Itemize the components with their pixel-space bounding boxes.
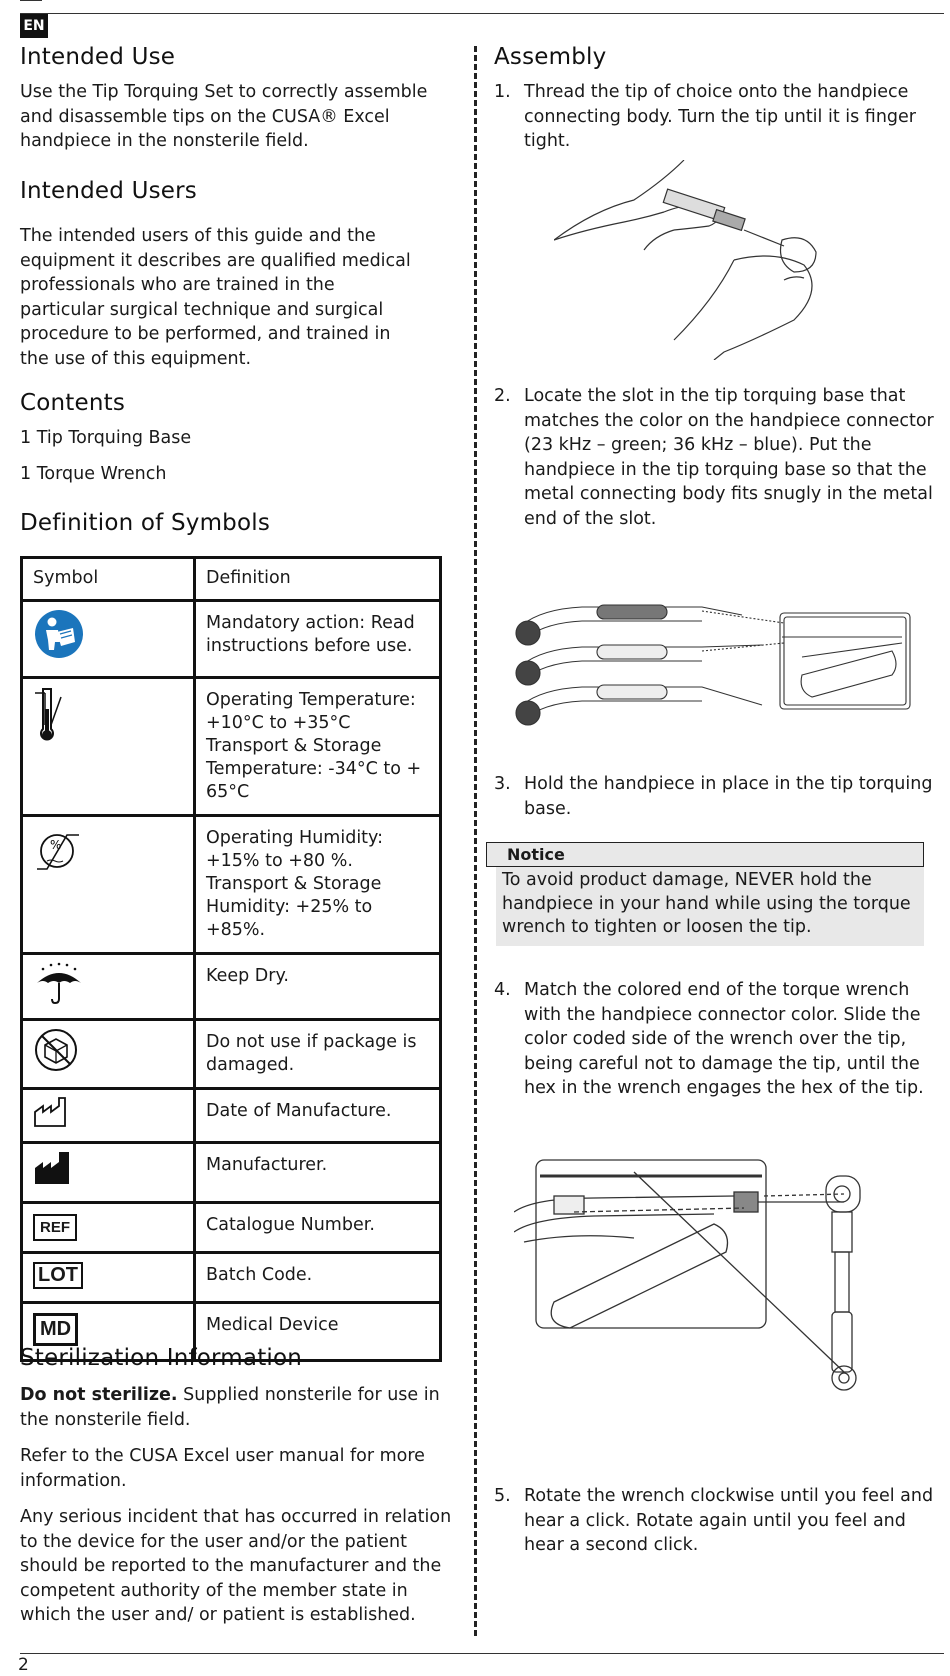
step-number: 4.	[494, 980, 511, 1000]
page-number: 2	[18, 1655, 29, 1675]
table-row	[22, 1089, 441, 1143]
definition-cell: Do not use if package is damaged.	[195, 1020, 441, 1089]
intended-use-text: Use the Tip Torquing Set to correctly assemble and disassemble tips on the CUSA® Excel handpiece in the nonsterile field.	[20, 82, 428, 151]
assembly-step	[494, 1484, 940, 1558]
contents-title: Contents	[20, 390, 126, 416]
assembly-step	[494, 384, 940, 531]
step-text: Hold the handpiece in place in the tip torquing base.	[524, 774, 933, 819]
table-row	[22, 1253, 441, 1303]
sterilization-warning: Do not sterilize.	[20, 1385, 178, 1405]
definition-column-header: Definition	[195, 558, 441, 601]
sterilization-title: Sterilization Information	[20, 1345, 303, 1371]
manufacturer-icon	[33, 1150, 73, 1186]
definition-cell: Manufacturer.	[195, 1143, 441, 1203]
sterilization-section	[20, 1345, 460, 1628]
symbol-cell	[22, 1253, 195, 1303]
table-row	[22, 1020, 441, 1089]
svg-text:%: %	[50, 838, 62, 852]
table-header-row	[22, 558, 441, 601]
step-number: 1.	[494, 82, 511, 102]
table-row	[22, 954, 441, 1020]
definition-cell: Operating Temperature: +10°C to +35°C Transport & Storage Temperature: -34°C to + 65°C	[195, 678, 441, 816]
definition-cell: Batch Code.	[195, 1253, 441, 1303]
table-row	[22, 601, 441, 678]
symbols-title: Definition of Symbols	[20, 510, 271, 536]
sterilization-text	[20, 1383, 460, 1432]
notice-box	[486, 842, 924, 946]
symbol-cell	[22, 1143, 195, 1203]
humidity-limit-icon	[33, 823, 85, 875]
intended-use-title: Intended Use	[20, 44, 176, 70]
lot-icon: LOT	[33, 1262, 83, 1289]
step-text: Match the colored end of the torque wrench with the handpiece connector color. Slide the color coded side of the wrench over the tip, being careful not to damage the tip, until the hex in the wrench engages the hex of the tip.	[524, 980, 924, 1098]
assembly-step	[494, 772, 940, 821]
definition-cell: Mandatory action: Read instructions before use.	[195, 601, 441, 678]
symbol-cell	[22, 1203, 195, 1253]
step-number: 5.	[494, 1486, 511, 1506]
definition-cell: Keep Dry.	[195, 954, 441, 1020]
step-number: 2.	[494, 386, 511, 406]
definition-cell: Date of Manufacture.	[195, 1089, 441, 1143]
column-divider	[474, 46, 477, 1636]
symbols-section	[20, 510, 460, 536]
step-text: Thread the tip of choice onto the handpiece connecting body. Turn the tip until it is finger tight.	[524, 82, 916, 151]
symbol-cell	[22, 1089, 195, 1143]
keep-dry-icon	[33, 961, 85, 1005]
contents-item: 1 Torque Wrench	[20, 463, 167, 484]
contents-item: 1 Tip Torquing Base	[20, 428, 192, 448]
footer-rule	[20, 1653, 944, 1654]
definition-cell: Catalogue Number.	[195, 1203, 441, 1253]
header-mark	[20, 0, 42, 1]
table-row	[22, 816, 441, 954]
intended-users-text: The intended users of this guide and the equipment it describes are qualified medical professionals who are trained in the particular surgical technique and surgical procedure to be performed, and trained in the use of this equipment.	[20, 226, 411, 369]
table-row	[22, 1143, 441, 1203]
read-instructions-icon	[33, 608, 85, 660]
assembly-step	[494, 978, 940, 1101]
assembly-title: Assembly	[494, 44, 607, 70]
hand-threading-tip-illustration	[554, 160, 844, 360]
date-of-manufacture-icon	[33, 1096, 69, 1128]
notice-title: Notice	[486, 842, 924, 867]
torque-wrench-illustration	[514, 1152, 914, 1404]
temperature-limit-icon	[33, 685, 73, 745]
step-number: 3.	[494, 774, 511, 794]
step-text: Locate the slot in the tip torquing base that matches the color on the handpiece connector (23 kHz – green; 36 kHz – blue). Put the handpiece in the tip torquing base so that the metal connecting body fits snugly in the metal end of the slot.	[524, 386, 934, 529]
damaged-package-icon	[33, 1027, 79, 1073]
contents-section	[20, 390, 460, 486]
intended-users-section	[20, 178, 460, 371]
symbol-cell	[22, 816, 195, 954]
symbol-cell	[22, 954, 195, 1020]
table-row	[22, 678, 441, 816]
symbol-cell	[22, 601, 195, 678]
definition-cell: Medical Device	[195, 1303, 441, 1361]
manual-reference-text: Refer to the CUSA Excel user manual for more information.	[20, 1446, 425, 1491]
table-row	[22, 1203, 441, 1253]
symbols-table	[20, 556, 442, 1362]
language-badge: EN	[20, 14, 48, 38]
ref-icon: REF	[33, 1214, 77, 1241]
header-rule	[20, 13, 944, 14]
step-text: Rotate the wrench clockwise until you feel and hear a click. Rotate again until you feel and hear a second click.	[524, 1486, 934, 1555]
definition-cell: Operating Humidity: +15% to +80 %. Transport & Storage Humidity: +25% to +85%.	[195, 816, 441, 954]
sterilization-text-rest: Supplied nonsterile for use in the nonsterile field.	[20, 1385, 440, 1430]
handpiece-in-base-illustration	[502, 595, 922, 755]
incident-report-text: Any serious incident that has occurred in relation to the device for the user and/or the patient should be reported to the manufacturer and the competent authority of the member state in which the user and/ or patient is established.	[20, 1507, 452, 1625]
notice-text: To avoid product damage, NEVER hold the handpiece in your hand while using the torque wrench to tighten or loosen the tip.	[496, 867, 924, 946]
md-icon: MD	[33, 1313, 78, 1346]
symbol-cell	[22, 678, 195, 816]
assembly-step	[494, 80, 940, 154]
intended-use-section	[20, 44, 460, 154]
intended-users-title: Intended Users	[20, 178, 197, 204]
symbol-column-header: Symbol	[22, 558, 195, 601]
symbol-cell	[22, 1020, 195, 1089]
